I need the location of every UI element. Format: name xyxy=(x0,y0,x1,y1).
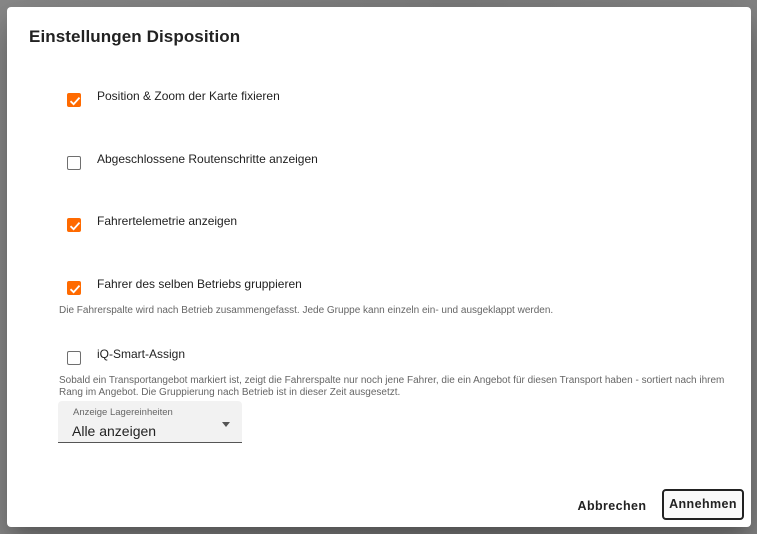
select-value: Alle anzeigen xyxy=(72,423,157,439)
accept-button[interactable]: Annehmen xyxy=(662,489,744,520)
checkbox-checked-icon[interactable] xyxy=(67,218,81,232)
select-label: Anzeige Lagereinheiten xyxy=(73,407,173,418)
dialog-title: Einstellungen Disposition xyxy=(29,27,241,46)
option-label: iQ-Smart-Assign xyxy=(97,347,186,361)
option-label: Fahrertelemetrie anzeigen xyxy=(97,214,238,228)
option-description: Die Fahrerspalte wird nach Betrieb zusammengefasst. Jede Gruppe kann einzeln ein- und ausgeklappt werden. xyxy=(59,305,554,316)
option-label: Position & Zoom der Karte fixieren xyxy=(97,89,280,103)
checkbox-checked-icon[interactable] xyxy=(67,281,81,295)
storage-units-select[interactable] xyxy=(58,401,242,443)
checkbox-unchecked-icon[interactable] xyxy=(67,156,81,170)
dropdown-arrow-icon[interactable] xyxy=(222,422,230,427)
option-description: Sobald ein Transportangebot markiert ist, zeigt die Fahrerspalte nur noch jene Fahrer, die ein Angebot für diesen Transport haben - sortiert nach ihrem Rang im Angebot. Die Gruppierung nach Betrieb ist in dieser Zeit ausgesetzt. xyxy=(59,375,725,398)
option-label: Fahrer des selben Betriebs gruppieren xyxy=(97,277,302,291)
option-label: Abgeschlossene Routenschritte anzeigen xyxy=(97,152,318,166)
checkbox-checked-icon[interactable] xyxy=(67,93,81,107)
checkbox-unchecked-icon[interactable] xyxy=(67,351,81,365)
cancel-button[interactable]: Abbrechen xyxy=(573,495,651,517)
settings-dialog xyxy=(7,7,751,527)
